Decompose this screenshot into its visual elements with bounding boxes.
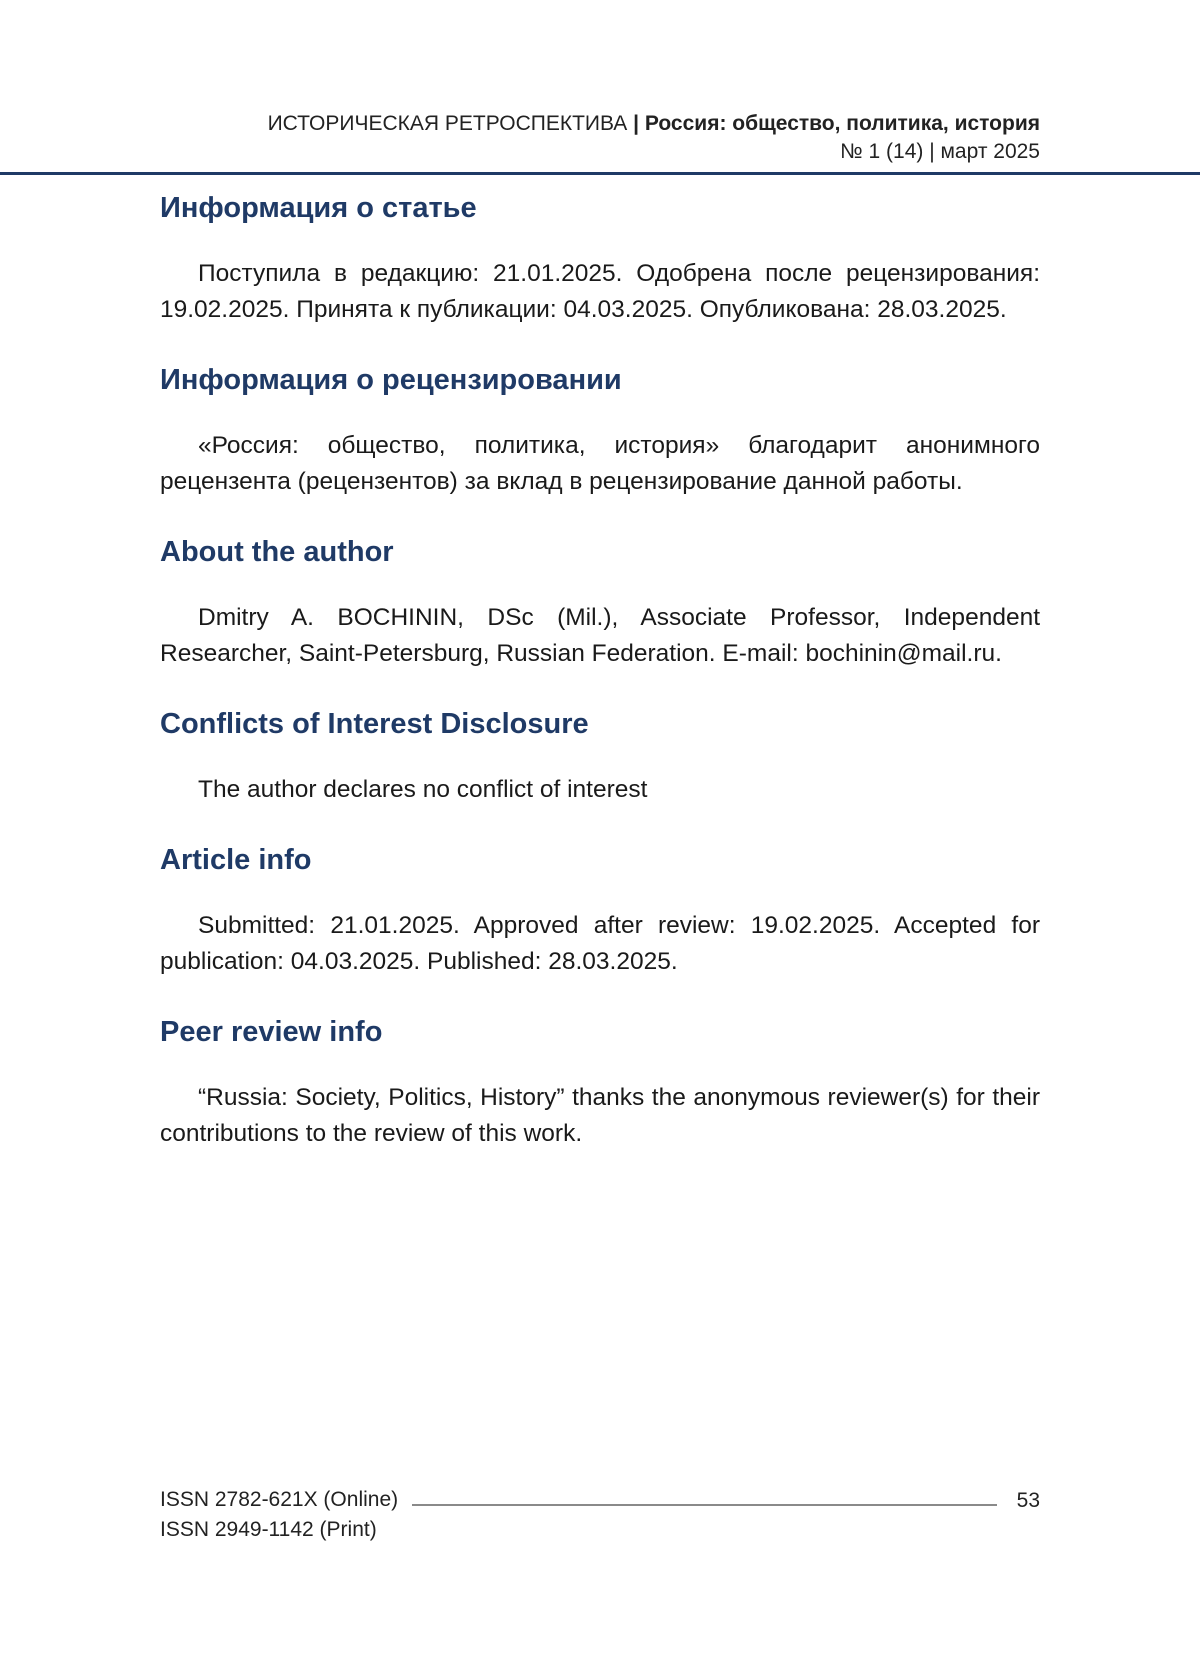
section-text: «Россия: общество, политика, история» благодарит анонимного рецензента (рецензентов) за вклад в рецензирование данной работы. xyxy=(160,432,1040,495)
section-conflicts xyxy=(160,706,1040,808)
issn-block xyxy=(160,1485,398,1545)
header-line-journal xyxy=(268,110,1040,138)
issue-info: № 1 (14) | март 2025 xyxy=(840,140,1040,163)
section-peer-review-ru xyxy=(160,362,1040,500)
header-rule xyxy=(0,172,1200,175)
page-footer xyxy=(160,1485,1040,1555)
section-about-author xyxy=(160,534,1040,672)
journal-section: ИСТОРИЧЕСКАЯ РЕТРОСПЕКТИВА xyxy=(267,112,628,135)
section-text: “Russia: Society, Politics, History” thanks the anonymous reviewer(s) for their contributions to the review of this work. xyxy=(160,1084,1040,1147)
section-title: Информация о статье xyxy=(160,192,477,224)
journal-name: Россия: общество, политика, история xyxy=(644,112,1040,135)
section-text: Поступила в редакцию: 21.01.2025. Одобрена после рецензирования: 19.02.2025. Принята к публикации: 04.03.2025. Опубликована: 28.03.2025. xyxy=(160,260,1040,323)
section-title: Conflicts of Interest Disclosure xyxy=(160,708,589,740)
section-title: Peer review info xyxy=(160,1016,383,1048)
footer-rule xyxy=(412,1504,997,1506)
page-number: 53 xyxy=(1016,1489,1040,1512)
section-text: The author declares no conflict of interest xyxy=(198,776,648,803)
section-article-info-en xyxy=(160,842,1040,980)
issn-online: ISSN 2782-621X (Online) xyxy=(160,1488,399,1511)
section-title: Информация о рецензировании xyxy=(160,364,622,396)
running-header xyxy=(268,110,1040,166)
header-separator: | xyxy=(633,112,640,135)
section-peer-review-en xyxy=(160,1014,1040,1152)
section-title: About the author xyxy=(160,536,394,568)
section-title: Article info xyxy=(160,844,312,876)
section-article-info-ru xyxy=(160,190,1040,328)
section-text: Submitted: 21.01.2025. Approved after review: 19.02.2025. Accepted for publication: 04.03.2025. Published: 28.03.2025. xyxy=(160,912,1040,975)
article-info-content xyxy=(160,190,1040,1186)
issn-print: ISSN 2949-1142 (Print) xyxy=(160,1518,377,1541)
section-text: Dmitry A. BOCHININ, DSc (Mil.), Associate Professor, Independent Researcher, Saint-Petersburg, Russian Federation. E-mail: bochinin@mail.ru. xyxy=(160,604,1040,667)
